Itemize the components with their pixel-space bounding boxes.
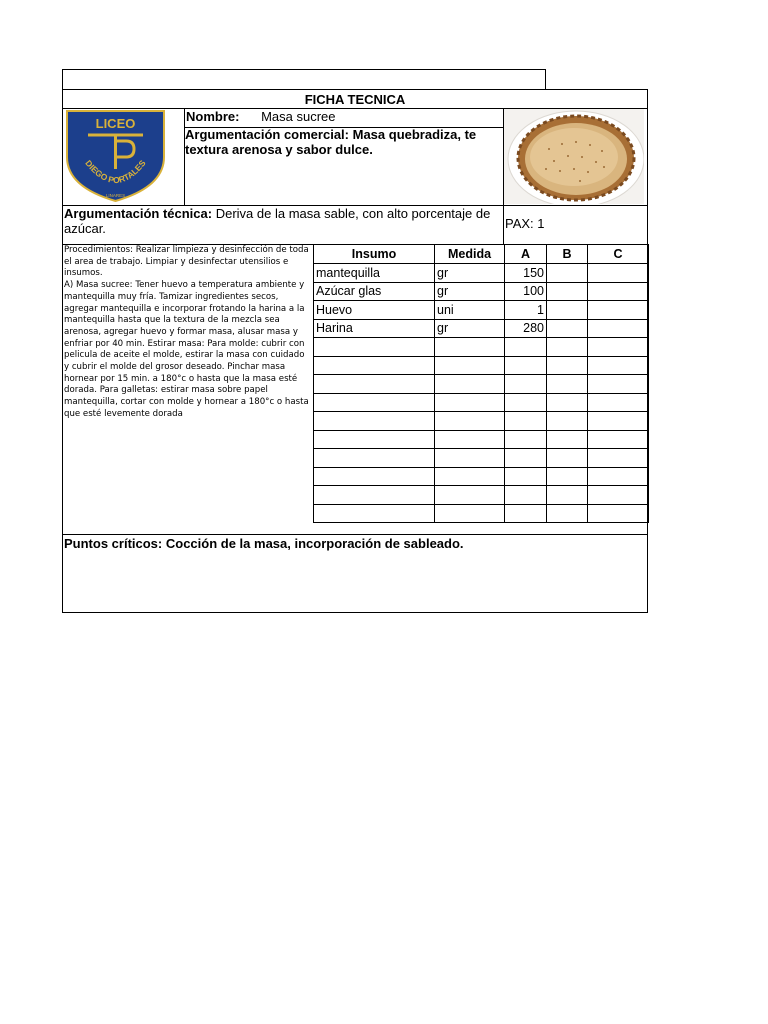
cell-medida (435, 393, 505, 412)
cell-c (588, 393, 649, 412)
cell-a (505, 504, 547, 523)
cell-insumo: Azúcar glas (314, 282, 435, 301)
cell-medida (435, 412, 505, 431)
arg-comercial-label: Argumentación comercial: (185, 127, 349, 142)
cell-medida (435, 467, 505, 486)
col-header-b: B (547, 245, 588, 264)
puntos-divider (62, 534, 648, 535)
cell-insumo (314, 412, 435, 431)
table-row (314, 412, 649, 431)
table-header-row (314, 245, 649, 264)
cell-insumo (314, 356, 435, 375)
cell-insumo (314, 467, 435, 486)
cell-medida: gr (435, 264, 505, 283)
pax-value: PAX: 1 (505, 216, 545, 231)
cell-b (547, 301, 588, 320)
arg-comercial (185, 128, 503, 157)
cell-c (588, 430, 649, 449)
cell-insumo (314, 375, 435, 394)
cell-a (505, 338, 547, 357)
cell-a (505, 412, 547, 431)
cell-c (588, 282, 649, 301)
col-header-c: C (588, 245, 649, 264)
cell-c (588, 264, 649, 283)
cell-c (588, 301, 649, 320)
cell-c (588, 412, 649, 431)
card-title: FICHA TECNICA (304, 92, 406, 107)
col-header-medida: Medida (435, 245, 505, 264)
nombre-row (186, 110, 502, 126)
table-row (314, 338, 649, 357)
cell-b (547, 319, 588, 338)
cell-b (547, 430, 588, 449)
table-row (314, 319, 649, 338)
cell-b (547, 467, 588, 486)
cell-b (547, 264, 588, 283)
col-header-a: A (505, 245, 547, 264)
logo-bottom-text: LINARES (105, 193, 126, 198)
cell-a (505, 393, 547, 412)
puntos-criticos-value: Cocción de la masa, incorporación de sableado. (165, 536, 464, 551)
liceo-logo (64, 109, 167, 203)
pax-cell (503, 205, 504, 245)
cell-c (588, 375, 649, 394)
table-row (314, 467, 649, 486)
cell-insumo (314, 449, 435, 468)
table-row (314, 449, 649, 468)
nombre-value: Masa sucree (261, 109, 336, 124)
puntos-criticos (64, 536, 644, 551)
cell-medida (435, 486, 505, 505)
cell-medida (435, 504, 505, 523)
table-row (314, 504, 649, 523)
table-row (314, 430, 649, 449)
cell-insumo: Huevo (314, 301, 435, 320)
cell-a: 1 (505, 301, 547, 320)
table-row (314, 264, 649, 283)
cell-a: 150 (505, 264, 547, 283)
puntos-criticos-label: Puntos críticos: (64, 536, 163, 551)
procedimientos-body: A) Masa sucree: Tener huevo a temperatura ambiente y mantequilla muy fría. Tamizar ingredientes secos, agregar mantequilla e incorporar frotando la harina a la mantequilla hasta que la textura de la mezcla sea arenosa, agregar huevo y formar masa, alusar masa y enfriar por 40 min. Estirar masa: Para molde: cubrir con pelicula de aceite el molde, estirar la masa con cuidado y cubrir el molde del grosor deseado. Pinchar masa hornear por 15 min. a 180°c o hasta que la masa esté dorada. Para galletas: estirar masa sobre papel mantequilla, cortar con molde y hornear a 180°c o hasta que esté levemente dorada (64, 280, 309, 419)
table-row (314, 375, 649, 394)
cell-b (547, 486, 588, 505)
cell-c (588, 449, 649, 468)
arg-tecnica-value: Deriva de la masa sable, con alto porcentaje de azúcar. (64, 206, 491, 236)
cell-c (588, 467, 649, 486)
cell-medida: gr (435, 319, 505, 338)
arg-tecnica (64, 207, 500, 236)
cell-b (547, 338, 588, 357)
cell-a (505, 486, 547, 505)
logo-arc-text: DIEGO PORTALES (83, 158, 148, 186)
cell-a: 280 (505, 319, 547, 338)
cell-a: 100 (505, 282, 547, 301)
cell-c (588, 319, 649, 338)
cell-medida: uni (435, 301, 505, 320)
cell-medida (435, 449, 505, 468)
procedimientos-intro: Procedimientos: Realizar limpieza y desinfección de toda el area de trabajo. Limpiar y desinfectar utensilios e insumos. (64, 245, 309, 279)
cell-medida (435, 375, 505, 394)
table-row (314, 486, 649, 505)
cell-insumo (314, 393, 435, 412)
logo-top-text: LICEO (95, 116, 136, 131)
table-row (314, 393, 649, 412)
cell-c (588, 356, 649, 375)
cell-insumo (314, 486, 435, 505)
cell-insumo (314, 430, 435, 449)
cell-b (547, 449, 588, 468)
cell-a (505, 430, 547, 449)
cell-medida (435, 430, 505, 449)
cell-c (588, 504, 649, 523)
nombre-label: Nombre: (186, 109, 240, 124)
cell-c (588, 338, 649, 357)
cell-medida (435, 338, 505, 357)
tart-photo (504, 109, 644, 204)
cell-b (547, 504, 588, 523)
procedimientos (64, 245, 312, 421)
header-blank-cell (62, 69, 546, 90)
cell-a (505, 449, 547, 468)
cell-c (588, 486, 649, 505)
arg-tecnica-label: Argumentación técnica: (64, 206, 213, 221)
table-row (314, 356, 649, 375)
cell-insumo (314, 338, 435, 357)
cell-a (505, 375, 547, 394)
arg-comercial-value: Masa quebradiza, te textura arenosa y sabor dulce. (185, 127, 477, 157)
cell-b (547, 282, 588, 301)
cell-insumo: mantequilla (314, 264, 435, 283)
table-row (314, 282, 649, 301)
cell-insumo: Harina (314, 319, 435, 338)
cell-medida: gr (435, 282, 505, 301)
col-header-insumo: Insumo (314, 245, 435, 264)
cell-insumo (314, 504, 435, 523)
ingredients-table (313, 244, 649, 523)
cell-a (505, 356, 547, 375)
cell-b (547, 356, 588, 375)
cell-a (505, 467, 547, 486)
cell-b (547, 412, 588, 431)
cell-medida (435, 356, 505, 375)
cell-b (547, 375, 588, 394)
table-row (314, 301, 649, 320)
cell-b (547, 393, 588, 412)
